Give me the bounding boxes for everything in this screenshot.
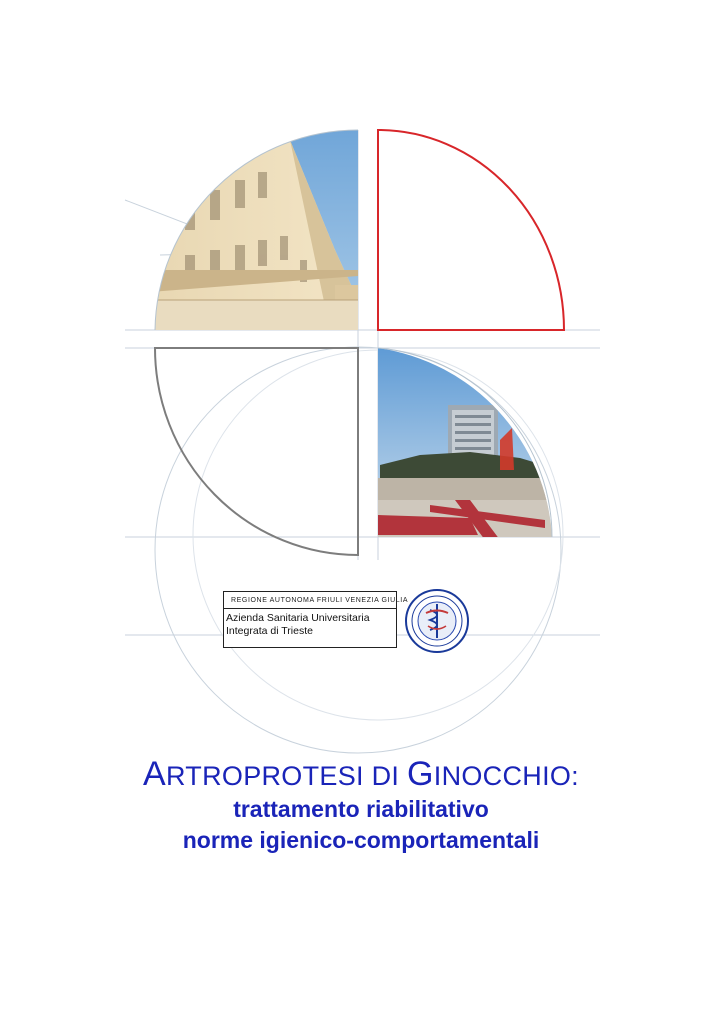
document-title	[0, 756, 722, 856]
photo-hospital-heliport	[370, 340, 570, 545]
region-header	[224, 592, 409, 609]
title-part-2: INOCCHIO:	[433, 761, 579, 791]
main-title	[0, 756, 722, 794]
organization-line-1: Azienda Sanitaria Universitaria	[226, 612, 370, 624]
subtitle-line-2: norme igienico-comportamentali	[182, 827, 540, 853]
gray-quadrant-outline	[155, 348, 358, 555]
institution-logo-box	[223, 591, 409, 648]
subtitle-line-1: trattamento riabilitativo	[233, 796, 489, 822]
title-capital-g: G	[407, 755, 434, 793]
organization-name	[224, 612, 396, 638]
region-name: REGIONE AUTONOMA FRIULI VENEZIA GIULIA	[231, 596, 409, 604]
organization-line-2: Integrata di Trieste	[226, 625, 313, 637]
caduceus-seal-icon	[404, 588, 470, 654]
title-capital-a: A	[143, 755, 166, 793]
title-part-1: RTROPROTESI DI	[166, 761, 408, 791]
red-quadrant-outline	[378, 130, 564, 330]
